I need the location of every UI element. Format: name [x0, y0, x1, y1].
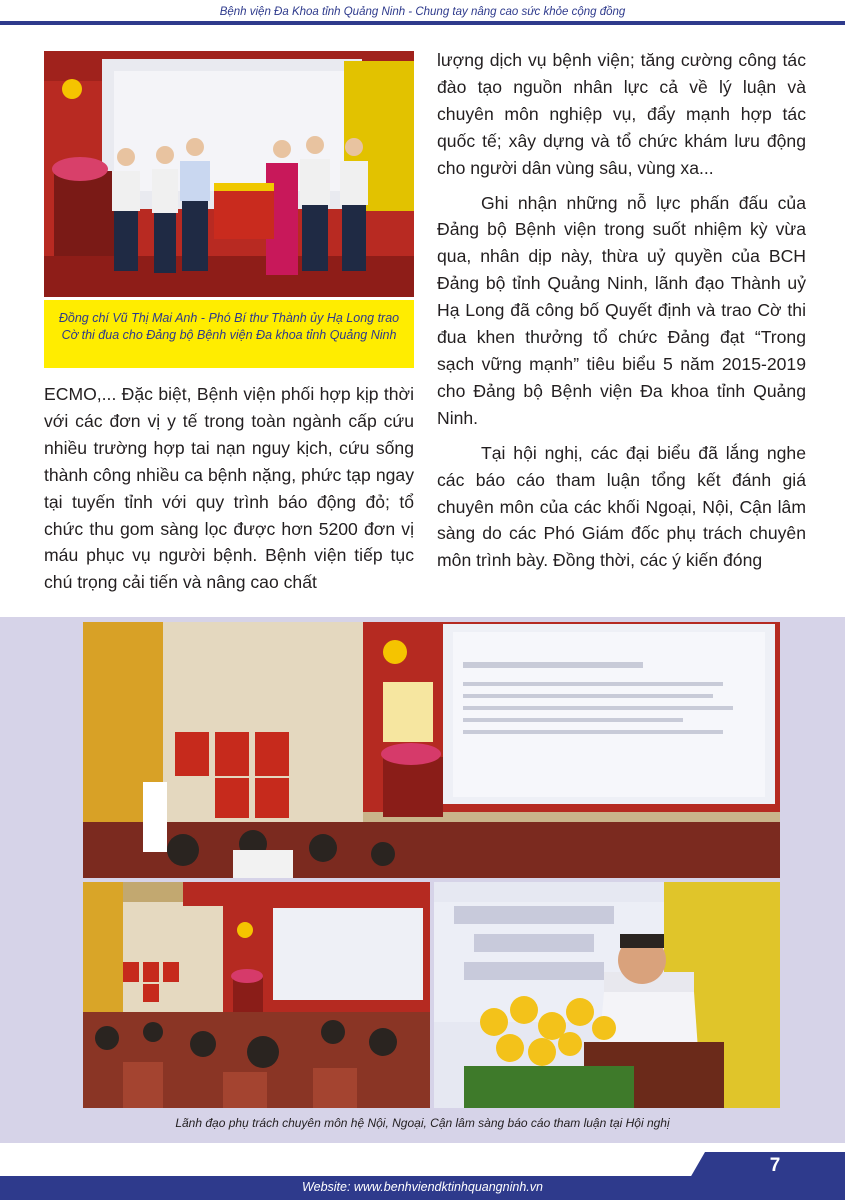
conference-hall-photo	[83, 622, 780, 878]
award-photo-caption: Đồng chí Vũ Thị Mai Anh - Phó Bí thư Thành ủy Hạ Long trao Cờ thi đua cho Đảng bộ Bệnh viện Đa khoa tỉnh Quảng Ninh	[44, 300, 414, 368]
left-column-text	[44, 381, 414, 596]
running-title: Bệnh viện Đa Khoa tỉnh Quảng Ninh - Chung tay nâng cao sức khỏe cộng đồng	[219, 6, 626, 18]
right-paragraph-3: Tại hội nghị, các đại biểu đã lắng nghe các báo cáo tham luận tổng kết đánh giá chuyên môn của các khối Ngoại, Nội, Cận lâm sàng do các Phó Giám đốc phụ trách chuyên môn trình bày. Đồng thời, các ý kiến đóng	[437, 442, 806, 571]
montage-caption: Lãnh đạo phụ trách chuyên môn hệ Nội, Ngoại, Cận lâm sàng báo cáo tham luận tại Hội nghị	[175, 1116, 670, 1130]
award-ceremony-photo	[44, 51, 414, 297]
header-bar	[0, 0, 845, 24]
speaker-photo	[434, 882, 780, 1108]
right-column-text	[437, 47, 806, 574]
right-paragraph-2: Ghi nhận những nỗ lực phấn đấu của Đảng bộ Bệnh viện trong suốt nhiệm kỳ vừa qua, nhân dịp này, thừa uỷ quyền của BCH Đảng bộ tỉnh Quảng Ninh, lãnh đạo Thành uỷ Hạ Long đã công bố Quyết định và trao Cờ thi đua khen thưởng tổ chức Đảng đạt “Trong sạch vững mạnh” tiêu biểu 5 năm 2015-2019 cho Đảng bộ Bệnh viện Đa khoa tỉnh Quảng Ninh.	[437, 192, 806, 428]
audience-photo	[83, 882, 430, 1108]
right-paragraph-1: lượng dịch vụ bệnh viện; tăng cường công tác đào tạo nguồn nhân lực cả về lý luận và chuyên môn nghiệp vụ, đẩy mạnh hợp tác quốc tế; xây dựng và tổ chức khám lưu động cho người dân vùng sâu, vùng xa...	[437, 50, 806, 178]
page-number: 7	[769, 1155, 781, 1176]
footer-website: Website: www.benhviendktinhquangninh.vn	[302, 1180, 543, 1194]
header-rule	[0, 21, 845, 25]
left-paragraph: ECMO,... Đặc biệt, Bệnh viện phối hợp kịp thời với các đơn vị y tế trong toàn ngành cấp cứu nhiều trường hợp tai nạn nguy kịch, cứu sống thành công nhiều ca bệnh nặng, phức tạp ngay tại tuyến tỉnh với quy trình báo động đỏ; tổ chức thu gom sàng lọc được hơn 5200 đơn vị máu phục vụ người bệnh. Bệnh viện tiếp tục chú trọng cải tiến và nâng cao chất	[44, 384, 414, 593]
